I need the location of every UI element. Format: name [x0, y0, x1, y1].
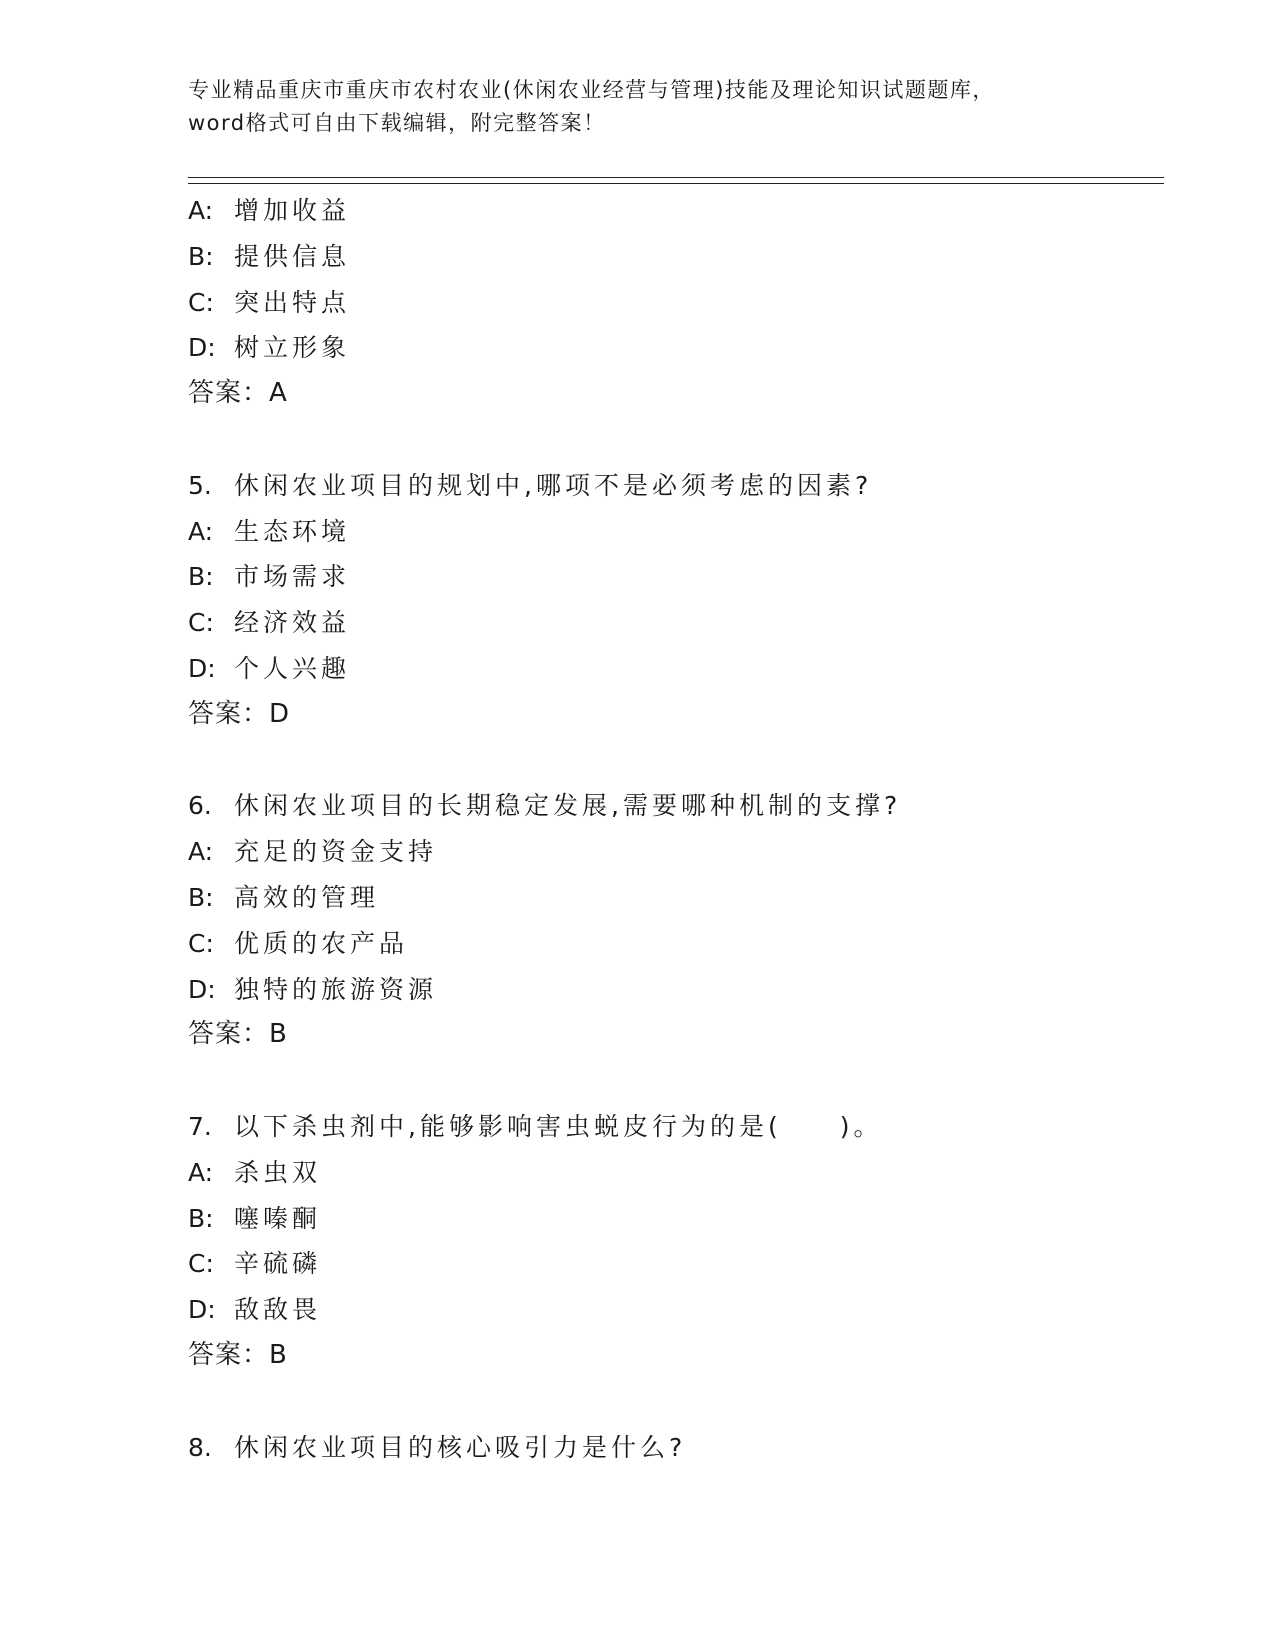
header-divider-bottom	[188, 183, 1164, 184]
option-key: D:	[188, 653, 216, 683]
option-text: 充足的资金支持	[234, 837, 438, 867]
option-a	[188, 509, 1168, 555]
option-key: B:	[188, 882, 214, 912]
option-text: 经济效益	[234, 608, 351, 638]
option-text: 噻嗪酮	[234, 1203, 322, 1233]
option-b	[188, 875, 1168, 921]
option-text: 生态环境	[234, 516, 351, 546]
question-number: 8.	[188, 1432, 212, 1462]
question-text: 以下杀虫剂中,能够影响害虫蜕皮行为的是( )。	[234, 1111, 883, 1141]
question-6	[188, 783, 1168, 829]
option-c	[188, 600, 1168, 646]
answer-line: 答案：D	[188, 698, 291, 729]
option-text: 个人兴趣	[234, 653, 351, 683]
option-key: A:	[188, 196, 214, 225]
header-divider-top	[188, 177, 1164, 178]
option-text: 树立形象	[234, 333, 351, 363]
document-header	[188, 74, 1088, 140]
option-c	[188, 1241, 1168, 1287]
option-key: D:	[188, 333, 216, 363]
option-key: A:	[188, 1157, 214, 1187]
question-text: 休闲农业项目的核心吸引力是什么?	[234, 1432, 687, 1462]
question-text: 休闲农业项目的规划中,哪项不是必须考虑的因素?	[234, 470, 873, 500]
option-d	[188, 1287, 1168, 1333]
option-text: 杀虫双	[234, 1157, 322, 1187]
option-text: 突出特点	[234, 287, 351, 317]
header-title-line-2: word格式可自由下载编辑，附完整答案！	[188, 111, 606, 135]
option-a	[188, 188, 1168, 234]
option-b	[188, 1196, 1168, 1242]
option-text: 优质的农产品	[234, 928, 409, 958]
option-d	[188, 325, 1168, 371]
option-text: 提供信息	[234, 241, 351, 271]
option-key: B:	[188, 241, 214, 271]
option-key: B:	[188, 1203, 214, 1233]
option-text: 增加收益	[234, 196, 351, 225]
question-text: 休闲农业项目的长期稳定发展,需要哪种机制的支撑?	[234, 791, 902, 821]
option-c	[188, 280, 1168, 326]
spacer	[188, 738, 1168, 784]
spacer	[188, 1058, 1168, 1104]
question-8	[188, 1425, 1168, 1471]
answer-line: 答案：B	[188, 1339, 288, 1370]
option-key: C:	[188, 287, 214, 317]
option-key: B:	[188, 562, 214, 592]
option-b	[188, 234, 1168, 280]
question-number: 5.	[188, 470, 212, 500]
question-number: 7.	[188, 1111, 212, 1141]
option-key: C:	[188, 1249, 214, 1279]
option-d	[188, 967, 1168, 1013]
answer-line: 答案：B	[188, 1019, 288, 1050]
option-b	[188, 554, 1168, 600]
question-number: 6.	[188, 791, 212, 821]
question-list	[188, 188, 1168, 1470]
option-a	[188, 1150, 1168, 1196]
option-key: D:	[188, 1295, 216, 1325]
option-key: A:	[188, 837, 214, 867]
option-c	[188, 921, 1168, 967]
option-text: 市场需求	[234, 562, 351, 592]
option-key: C:	[188, 928, 214, 958]
spacer	[188, 417, 1168, 463]
answer-line: 答案：A	[188, 378, 288, 409]
option-text: 敌敌畏	[234, 1295, 322, 1325]
option-key: A:	[188, 516, 214, 546]
option-text: 独特的旅游资源	[234, 974, 438, 1004]
option-key: C:	[188, 608, 214, 638]
option-key: D:	[188, 974, 216, 1004]
header-title-line-1: 专业精品重庆市重庆市农村农业(休闲农业经营与管理)技能及理论知识试题题库，	[188, 78, 995, 102]
question-7	[188, 1104, 1168, 1150]
option-text: 辛硫磷	[234, 1249, 322, 1279]
option-a	[188, 829, 1168, 875]
option-d	[188, 646, 1168, 692]
spacer	[188, 1379, 1168, 1425]
option-text: 高效的管理	[234, 882, 380, 912]
question-5	[188, 463, 1168, 509]
